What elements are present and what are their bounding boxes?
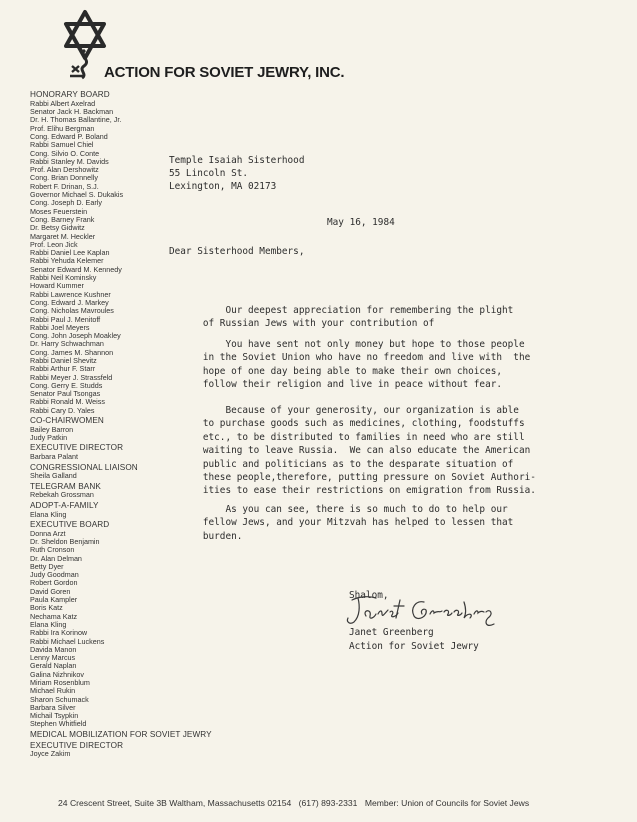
board-member: Rabbi Daniel Shevitz bbox=[30, 356, 97, 365]
footer bbox=[58, 798, 618, 808]
organization-name: ACTION FOR SOVIET JEWRY, INC. bbox=[104, 64, 345, 81]
recipient-address bbox=[169, 154, 304, 193]
board-section bbox=[30, 741, 148, 759]
paragraph: As you can see, there is so much to do to help our fellow Jews, and your Mitzvah has helped to lessen that burden. bbox=[202, 504, 514, 542]
salutation: Dear Sisterhood Members, bbox=[169, 246, 305, 257]
board-member: Senator Paul Tsongas bbox=[30, 389, 101, 399]
board-member: Dr. Harry Schwachman bbox=[30, 339, 104, 349]
board-member: Rabbi Lawrence Kushner bbox=[30, 289, 111, 299]
board-member: Barbara Palant bbox=[30, 452, 78, 462]
paragraph: Our deepest appreciation for remembering the plight of Russian Jews with your contribution of bbox=[202, 305, 514, 330]
board-member: Rabbi Joel Meyers bbox=[30, 322, 90, 332]
board-member: Sharon Schumack bbox=[30, 694, 89, 704]
board-member: Dr. Alan Delman bbox=[30, 553, 82, 563]
board-member: Paula Kampler bbox=[30, 595, 78, 605]
board-section bbox=[30, 520, 148, 729]
board-section-title: EXECUTIVE DIRECTOR bbox=[30, 443, 124, 453]
board-section-title: EXECUTIVE BOARD bbox=[30, 519, 110, 529]
board-member: Cong. Gerry E. Studds bbox=[30, 380, 103, 390]
board-member: Davida Manon bbox=[30, 644, 77, 654]
closing: Shalom, bbox=[349, 590, 389, 601]
board-section bbox=[30, 482, 148, 500]
board-member: Judy Goodman bbox=[30, 570, 79, 580]
board-section-title: EXECUTIVE DIRECTOR bbox=[30, 740, 124, 750]
board-member: Stephen Whitfield bbox=[30, 719, 87, 729]
board-member: Cong. James M. Shannon bbox=[30, 347, 114, 357]
signer-title: Action for Soviet Jewry bbox=[349, 641, 479, 652]
board-member: Boris Katz bbox=[30, 603, 63, 613]
board-section bbox=[30, 501, 148, 519]
board-member: Dr. Betsy Gidwitz bbox=[30, 223, 85, 233]
recipient-line: Temple Isaiah Sisterhood bbox=[169, 155, 305, 166]
signer-name: Janet Greenberg bbox=[349, 627, 434, 638]
board-member: Cong. Nicholas Mavroules bbox=[30, 306, 114, 316]
board-section bbox=[30, 729, 212, 740]
board-member: Cong. Brian Donnelly bbox=[30, 173, 98, 183]
board-member: Ruth Cronson bbox=[30, 545, 75, 555]
board-section bbox=[30, 90, 148, 415]
board-member: Cong. Silvio O. Conte bbox=[30, 148, 100, 158]
board-member: Dr. Sheldon Benjamin bbox=[30, 536, 100, 546]
board-member: Rabbi Neil Kominsky bbox=[30, 273, 97, 283]
board-section-title: TELEGRAM BANK bbox=[30, 481, 101, 491]
board-member: Prof. Elihu Bergman bbox=[30, 123, 95, 133]
footer-member: Member: Union of Councils for Soviet Jews bbox=[364, 798, 530, 808]
board-member: Margaret M. Heckler bbox=[30, 231, 96, 241]
board-section bbox=[30, 463, 148, 481]
paragraph: You have sent not only money but hope to those people in the Soviet Union who have no freedom and live with the hope of one day being able to make their own choices, follow their religion and live in peace without fear. bbox=[202, 339, 531, 391]
board-member: Cong. John Joseph Moakley bbox=[30, 331, 121, 341]
board-section bbox=[30, 416, 148, 442]
board-member: Dr. H. Thomas Ballantine, Jr. bbox=[30, 115, 122, 125]
board-member: Robert Gordon bbox=[30, 578, 78, 588]
board-member: Rabbi Cary D. Yales bbox=[30, 405, 95, 415]
recipient-line: 55 Lincoln St. bbox=[169, 168, 249, 179]
footer-phone: (617) 893-2331 bbox=[298, 798, 358, 808]
board-member: Rabbi Michael Luckens bbox=[30, 636, 105, 646]
board-member: Rabbi Daniel Lee Kaplan bbox=[30, 248, 110, 258]
board-member: Elana Kling bbox=[30, 509, 67, 519]
letter-date: May 16, 1984 bbox=[327, 217, 395, 228]
board-member: Cong. Edward J. Markey bbox=[30, 297, 109, 307]
board-section-title: MEDICAL MOBILIZATION FOR SOVIET JEWRY bbox=[30, 729, 212, 739]
board-member: Rabbi Arthur F. Starr bbox=[30, 364, 96, 374]
board-section-title: CONGRESSIONAL LIAISON bbox=[30, 462, 138, 472]
board-member: Joyce Zakim bbox=[30, 749, 71, 759]
star-of-david-logo-icon bbox=[60, 8, 110, 86]
board-member: Bailey Barron bbox=[30, 424, 74, 434]
board-member: Betty Dyer bbox=[30, 561, 64, 571]
board-section-title: ADOPT-A-FAMILY bbox=[30, 500, 99, 510]
board-member: Rabbi Ira Korinow bbox=[30, 628, 88, 638]
board-member: Rabbi Samuel Chiel bbox=[30, 140, 94, 150]
handwritten-signature bbox=[340, 592, 500, 628]
board-member: Cong. Joseph D. Early bbox=[30, 198, 102, 208]
board-section-title: HONORARY BOARD bbox=[30, 90, 110, 99]
board-member: Rabbi Stanley M. Davids bbox=[30, 156, 109, 166]
board-member: Rabbi Paul J. Menitoff bbox=[30, 314, 101, 324]
board-member: Senator Jack H. Backman bbox=[30, 107, 114, 117]
board-member: Gerald Naplan bbox=[30, 661, 77, 671]
footer-address: 24 Crescent Street, Suite 3B Waltham, Massachusetts 02154 bbox=[58, 798, 292, 808]
board-member: Cong. Edward P. Boland bbox=[30, 131, 108, 141]
board-member: Rebekah Grossman bbox=[30, 490, 94, 500]
board-member: Prof. Leon Jick bbox=[30, 239, 78, 249]
board-member: Judy Patkin bbox=[30, 433, 68, 443]
paragraph: Because of your generosity, our organization is able to purchase goods such as medicines, clothing, foodstuffs etc., to be distributed to families in need who are still waiting to leave Russia. We can also educate the American public and politicians as to the desparate situation of these people,therefore, putting pressure on Soviet Authori- ities to ease their restrictions on emigration from Russia. bbox=[202, 405, 536, 497]
board-member: Lenny Marcus bbox=[30, 653, 76, 663]
board-member: Michail Tsypkin bbox=[30, 711, 79, 721]
board-member: Rabbi Albert Axelrad bbox=[30, 98, 96, 108]
board-member: Barbara Silver bbox=[30, 702, 76, 712]
board-member: Cong. Barney Frank bbox=[30, 214, 95, 224]
board-member: David Goren bbox=[30, 586, 71, 596]
board-member: Sheila Galland bbox=[30, 471, 77, 481]
recipient-line: Lexington, MA 02173 bbox=[169, 181, 277, 192]
signer-block bbox=[349, 626, 479, 654]
board-member: Prof. Alan Dershowitz bbox=[30, 165, 99, 175]
board-member: Rabbi Ronald M. Weiss bbox=[30, 397, 105, 407]
board-member: Rabbi Yehuda Kelemer bbox=[30, 256, 104, 266]
board-member: Elana Kling bbox=[30, 619, 67, 629]
board-section bbox=[30, 443, 148, 461]
board-member: Governor Michael S. Dukakis bbox=[30, 190, 124, 200]
board-member: Donna Arzt bbox=[30, 528, 66, 538]
board-member: Nechama Katz bbox=[30, 611, 78, 621]
board-member: Michael Rukin bbox=[30, 686, 76, 696]
board-member: Moses Feuerstein bbox=[30, 206, 88, 216]
board-member: Howard Kummer bbox=[30, 281, 84, 291]
board-member: Miriam Rosenblum bbox=[30, 677, 90, 687]
board-member: Robert F. Drinan, S.J. bbox=[30, 181, 99, 191]
board-member: Senator Edward M. Kennedy bbox=[30, 264, 122, 274]
board-member: Galina Nizhnikov bbox=[30, 669, 84, 679]
board-section-title: CO-CHAIRWOMEN bbox=[30, 416, 104, 426]
board-member: Rabbi Meyer J. Strassfeld bbox=[30, 372, 113, 382]
